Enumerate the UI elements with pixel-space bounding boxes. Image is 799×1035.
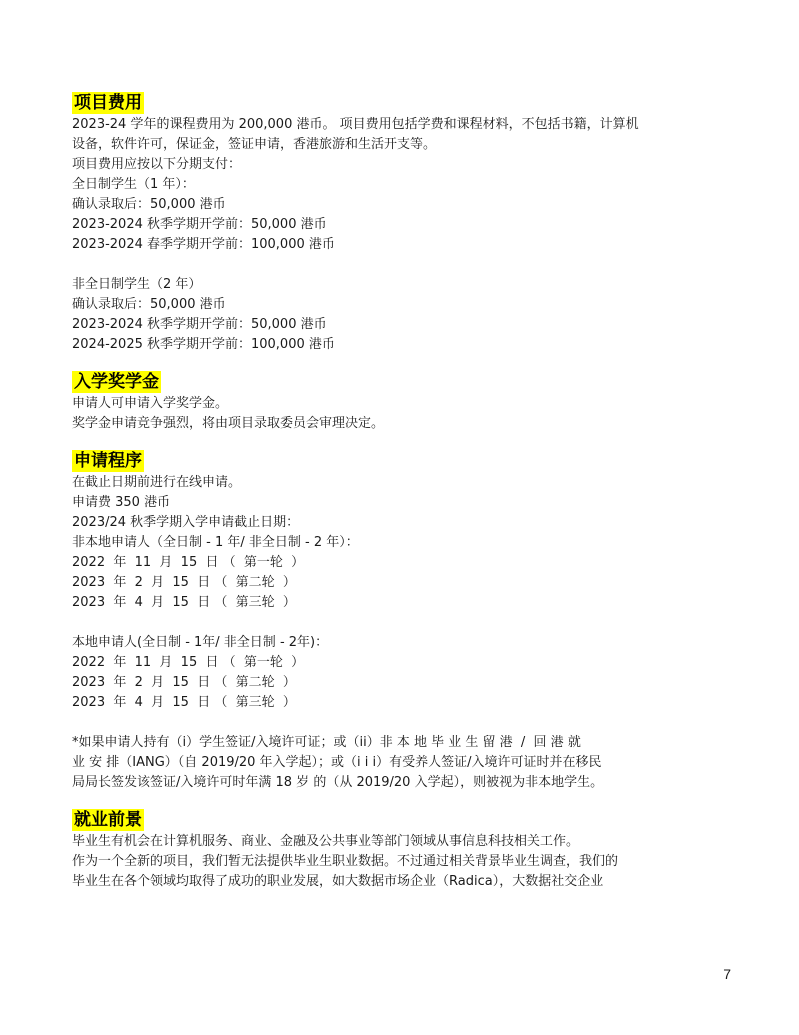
- application-line: 非本地申请人（全日制 - 1 年/ 非全日制 - 2 年）：: [72, 535, 359, 550]
- application-line: 2023 年 4 月 15 日 （ 第三轮 ）: [72, 595, 296, 610]
- application-line: 2023 年 4 月 15 日 （ 第三轮 ）: [72, 695, 296, 710]
- scholarship-section: [72, 371, 732, 434]
- non-local-note: 局局长签发该签证/入境许可时年满 18 岁 的（从 2019/20 入学起），则被视为非本地学生。: [72, 775, 604, 790]
- application-line: 2023 年 2 月 15 日 （ 第二轮 ）: [72, 675, 296, 690]
- application-heading: 申请程序: [74, 451, 142, 471]
- application-line: 2023 年 2 月 15 日 （ 第二轮 ）: [72, 575, 296, 590]
- career-line: 毕业生有机会在计算机服务、商业、金融及公共事业等部门领域从事信息科技相关工作。: [72, 834, 580, 849]
- fees-line: 确认录取后：50,000 港币: [72, 197, 226, 212]
- application-section: [72, 450, 732, 793]
- fees-line: 2023-2024 秋季学期开学前：50,000 港币: [72, 317, 327, 332]
- career-heading: 就业前景: [74, 810, 142, 830]
- application-line: 2022 年 11 月 15 日 （ 第一轮 ）: [72, 655, 305, 670]
- page-number: 7: [723, 966, 731, 982]
- scholarship-heading: 入学奖学金: [74, 372, 159, 392]
- fees-line: 2023-24 学年的课程费用为 200,000 港币。 项目费用包括学费和课程材料，不包括书籍，计算机: [72, 117, 639, 132]
- fees-line: 2023-2024 春季学期开学前：100,000 港币: [72, 237, 335, 252]
- fees-line: 项目费用应按以下分期支付：: [72, 157, 242, 172]
- scholarship-line: 奖学金申请竞争强烈，将由项目录取委员会审理决定。: [72, 416, 385, 431]
- application-line: 2022 年 11 月 15 日 （ 第一轮 ）: [72, 555, 305, 570]
- fees-line: 2023-2024 秋季学期开学前：50,000 港币: [72, 217, 327, 232]
- fees-line: 设备，软件许可，保证金，签证申请，香港旅游和生活开支等。: [72, 137, 437, 152]
- scholarship-line: 申请人可申请入学奖学金。: [72, 396, 229, 411]
- document-page: [72, 92, 732, 908]
- application-line: 本地申请人(全日制 - 1年/ 非全日制 - 2年)：: [72, 635, 329, 650]
- fees-line: 确认录取后：50,000 港币: [72, 297, 226, 312]
- fees-heading: 项目费用: [74, 93, 142, 113]
- career-line: 毕业生在各个领域均取得了成功的职业发展，如大数据市场企业（Radica），大数据社交企业: [72, 874, 604, 889]
- fees-section: [72, 92, 732, 355]
- career-line: 作为一个全新的项目，我们暂无法提供毕业生职业数据。不过通过相关背景毕业生调查，我们的: [72, 854, 619, 869]
- fees-line: 全日制学生（1 年）：: [72, 177, 195, 192]
- fees-line: 2024-2025 秋季学期开学前：100,000 港币: [72, 337, 335, 352]
- non-local-note: 业 安 排（IANG）（自 2019/20 年入学起）；或（i i i）有受养人签证/入境许可证时并在移民: [72, 755, 602, 770]
- non-local-note: *如果申请人持有（i）学生签证/入境许可证；或（ii）非 本 地 毕 业 生 留 港 / 回 港 就: [72, 735, 581, 750]
- application-line: 2023/24 秋季学期入学申请截止日期：: [72, 515, 300, 530]
- career-section: [72, 809, 732, 892]
- fees-line: 非全日制学生（2 年）: [72, 277, 202, 292]
- application-line: 在截止日期前进行在线申请。: [72, 475, 242, 490]
- application-line: 申请费 350 港币: [72, 495, 171, 510]
